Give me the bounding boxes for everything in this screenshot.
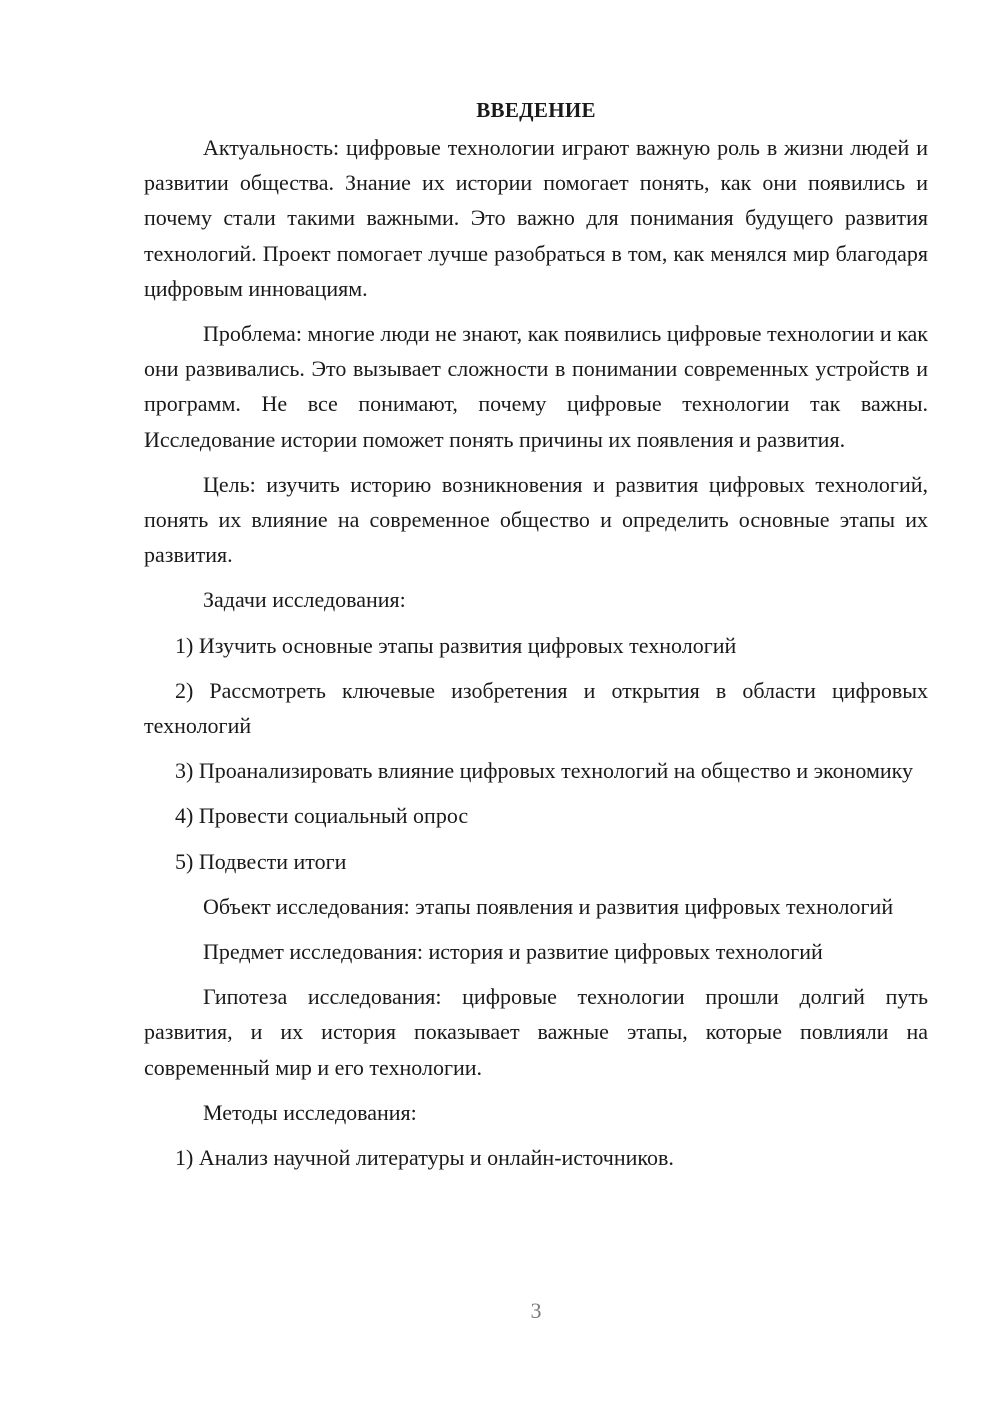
task-item-1: 1) Изучить основные этапы развития цифровых технологий (175, 632, 737, 658)
task-item-5: 5) Подвести итоги (175, 848, 347, 874)
paragraph-goal: Цель: изучить историю возникновения и развития цифровых технологий, понять их влияние на современное общество и определить основные этапы их развития. (144, 471, 928, 568)
document-page (144, 96, 928, 1185)
paragraph-problem: Проблема: многие люди не знают, как появились цифровые технологии и как они развивались. Это вызывает сложности в понимании современных устройств и программ. Не все понимают, почему цифровые технологии так важны. Исследование истории поможет понять причины их появления и развития. (144, 321, 928, 452)
paragraph-object: Объект исследования: этапы появления и развития цифровых технологий (203, 893, 894, 919)
task-item-2: 2) Рассмотреть ключевые изобретения и открытия в области цифровых технологий (144, 677, 928, 739)
task-item-4: 4) Провести социальный опрос (175, 803, 469, 829)
paragraph-subject: Предмет исследования: история и развитие цифровых технологий (203, 939, 823, 965)
document-title: ВВЕДЕНИЕ (476, 98, 596, 122)
task-item-3: 3) Проанализировать влияние цифровых технологий на общество и экономику (175, 758, 914, 784)
paragraph-hypothesis: Гипотеза исследования: цифровые технологии прошли долгий путь развития, и их история показывает важные этапы, которые повлияли на современный мир и его технологии. (144, 984, 928, 1080)
page-number: 3 (530, 1298, 542, 1323)
paragraph-tasks-heading: Задачи исследования: (203, 587, 406, 613)
paragraph-relevance: Актуальность: цифровые технологии играют важную роль в жизни людей и развитии общества. Знание их истории помогает понять, как они появились и почему стали такими важными. Это важно для понимания будущего развития технологий. Проект помогает лучше разобраться в том, как менялся мир благодаря цифровым инновациям. (144, 135, 928, 301)
paragraph-methods-heading: Методы исследования: (203, 1099, 417, 1125)
method-item-1: 1) Анализ научной литературы и онлайн-источников. (175, 1145, 674, 1171)
